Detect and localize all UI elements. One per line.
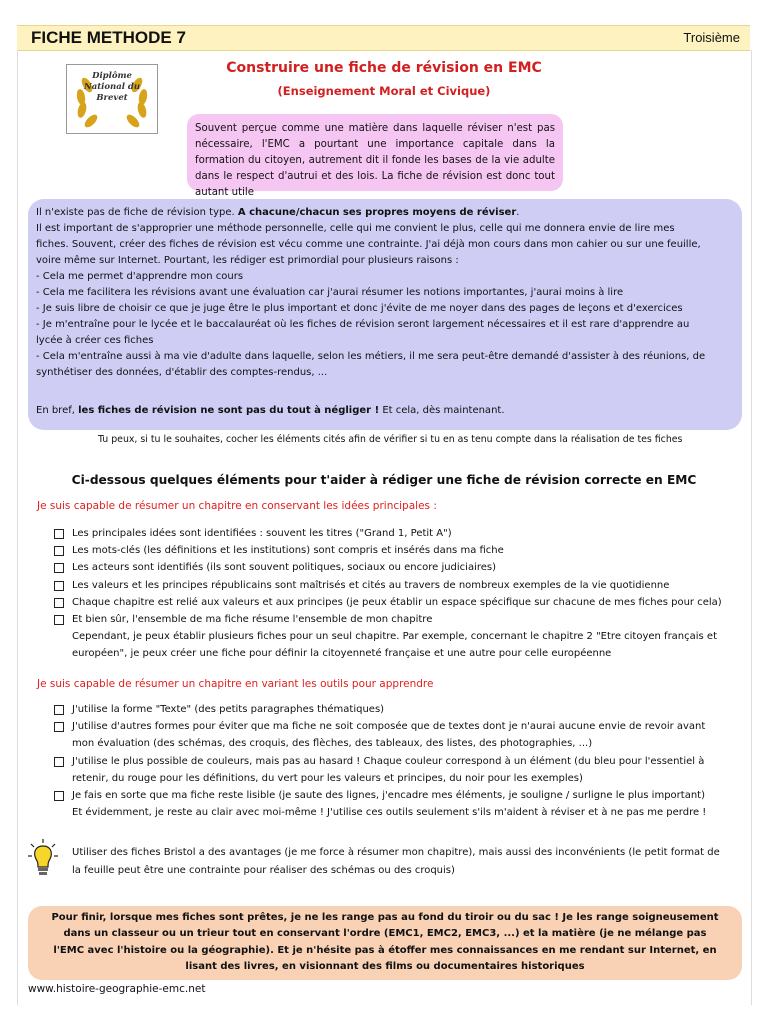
method-conclusion: En bref, les fiches de révision ne sont pas du tout à négliger ! Et cela, dès maintenant. [36,405,505,416]
list-item: Les acteurs sont identifiés (ils sont souvent politiques, sociaux ou encore judiciaires) [54,559,754,576]
method-line: Il est important de s'approprier une méthode personnelle, celle qui me convient le plus, celle qui me donnera envie de lire mes [36,223,675,234]
method-line: lycée à créer ces fiches [36,335,154,346]
final-text: Pour finir, lorsque mes fiches sont prêtes, je ne les range pas au fond du tiroir ou du sac ! Je les range soigneusement dans un classeur ou un trieur tout en conservant l'ordre (EMC1, EMC2, EMC3, ...) et la matière (je ne mélange pas l'EMC avec l'histoire ou la géographie). Et je n'hésite pas à étoffer mes connaissances en me rendant sur Internet, en lisant des livres, en visionnant des films ou documentaires historiques [51,912,719,973]
brevet-logo [66,64,158,134]
checkbox-icon[interactable] [54,546,64,556]
list-item: Je fais en sorte que ma fiche reste lisible (je saute des lignes, j'encadre mes éléments, je souligne / surligne le plus important) [54,787,754,804]
part2-list [54,701,754,821]
method-line: voire même sur Internet. Pourtant, les rédiger est primordial pour plusieurs raisons : [36,255,459,266]
method-box [28,199,742,430]
list-item: J'utilise d'autres formes pour éviter que ma fiche ne soit composée que de textes dont je n'aurai aucune envie de revoir avant [54,718,754,735]
part1-list [54,525,754,663]
method-line: - Cela me facilitera les révisions avant une évaluation car j'aurai résumer les notions importantes, j'aurai moins à lire [36,287,624,298]
list-item-continuation: Et évidemment, je reste au clair avec moi-même ! J'utilise ces outils seulement s'ils m'aident à réviser et à ne pas me perdre ! [72,807,707,819]
method-line: - Cela m'entraîne aussi à ma vie d'adulte dans laquelle, selon les métiers, il me sera peut-être demandé d'assister à des réunions, de [36,351,706,362]
checkbox-icon[interactable] [54,791,64,801]
checkbox-icon[interactable] [54,705,64,715]
method-line: Il n'existe pas de fiche de révision type. A chacune/chacun ses propres moyens de réviser. [36,207,520,218]
list-item: Chaque chapitre est relié aux valeurs et aux principes (je peux établir un espace spécifique sur chacune de mes fiches pour cela) [54,594,754,611]
checkbox-note: Tu peux, si tu le souhaites, cocher les éléments cités afin de vérifier si tu en as tenu compte dans la réalisation de tes fiches [98,434,683,445]
list-item-continuation: Cependant, je peux établir plusieurs fiches pour un seul chapitre. Par exemple, concernant le chapitre 2 "Etre citoyen français et [72,631,718,643]
section-title: Ci-dessous quelques éléments pour t'aider à rédiger une fiche de révision correcte en EMC [71,473,697,487]
tip-text: Utiliser des fiches Bristol a des avantages (je me force à résumer mon chapitre), mais aussi des inconvénients (le petit format de la feuille peut être une contrainte pour réaliser des schémas ou des croquis) [72,847,720,876]
list-item-continuation: mon évaluation (des schémas, des croquis, des flèches, des tableaux, des listes, des photographies, ...) [72,738,593,750]
method-line: - Cela me permet d'apprendre mon cours [36,271,244,282]
method-line: - Je m'entraîne pour le lycée et le baccalauréat où les fiches de révision seront largement nécessaires et il est rare d'apprendre au [36,319,690,330]
lightbulb-icon [28,839,58,877]
checkbox-icon[interactable] [54,757,64,767]
part1-heading: Je suis capable de résumer un chapitre en conservant les idées principales : [37,500,437,512]
class-level: Troisième [683,30,740,45]
checkbox-icon[interactable] [54,722,64,732]
list-item-continuation: européen", je peux créer une fiche pour définir la citoyenneté française et une autre pour celle européenne [72,648,612,660]
list-item-continuation: retenir, du rouge pour les définitions, du vert pour les valeurs et principes, du noir pour les exemples) [72,772,583,784]
part2-heading: Je suis capable de résumer un chapitre en variant les outils pour apprendre [37,678,434,690]
list-item: Et bien sûr, l'ensemble de ma fiche résume l'ensemble de mon chapitre [54,611,754,628]
list-item: J'utilise la forme "Texte" (des petits paragraphes thématiques) [54,701,754,718]
footer-url[interactable]: www.histoire-geographie-emc.net [28,983,206,995]
intro-text: Souvent perçue comme une matière dans laquelle réviser n'est pas nécessaire, l'EMC a pourtant une importance capitale dans la formation du citoyen, autrement dit il fonde les bases de la vie adulte dans le respect d'autrui et des lois. La fiche de révision est donc tout autant utile [195,123,555,198]
logo-text: Diplôme National du Brevet [83,71,141,103]
intro-box [187,114,563,198]
checkbox-icon[interactable] [54,615,64,625]
header-bar [17,25,750,51]
page-title: Construire une fiche de révision en EMC [226,60,542,76]
list-item: Les principales idées sont identifiées : souvent les titres ("Grand 1, Petit A") [54,525,754,542]
method-line: synthétiser des données, d'établir des comptes-rendus, ... [36,367,328,378]
checkbox-icon[interactable] [54,563,64,573]
checkbox-icon[interactable] [54,598,64,608]
method-line: - Je suis libre de choisir ce que je juge être le plus important et donc j'évite de me noyer dans des pages de leçons et d'exercices [36,303,683,314]
final-box [28,906,742,980]
list-item: Les valeurs et les principes républicains sont maîtrisés et cités au travers de nombreux exemples de la vie quotidienne [54,577,754,594]
list-item: Les mots-clés (les définitions et les institutions) sont compris et insérés dans ma fiche [54,542,754,559]
page-subtitle: (Enseignement Moral et Civique) [277,84,491,98]
method-line: fiches. Souvent, créer des fiches de révision est vécu comme une contrainte. J'ai déjà mon cours dans mon cahier ou sur une feuille, [36,239,701,250]
checkbox-icon[interactable] [54,529,64,539]
list-item: J'utilise le plus possible de couleurs, mais pas au hasard ! Chaque couleur correspond à un élément (du bleu pour l'essentiel à [54,753,754,770]
sheet-title: FICHE METHODE 7 [31,28,186,47]
checkbox-icon[interactable] [54,581,64,591]
